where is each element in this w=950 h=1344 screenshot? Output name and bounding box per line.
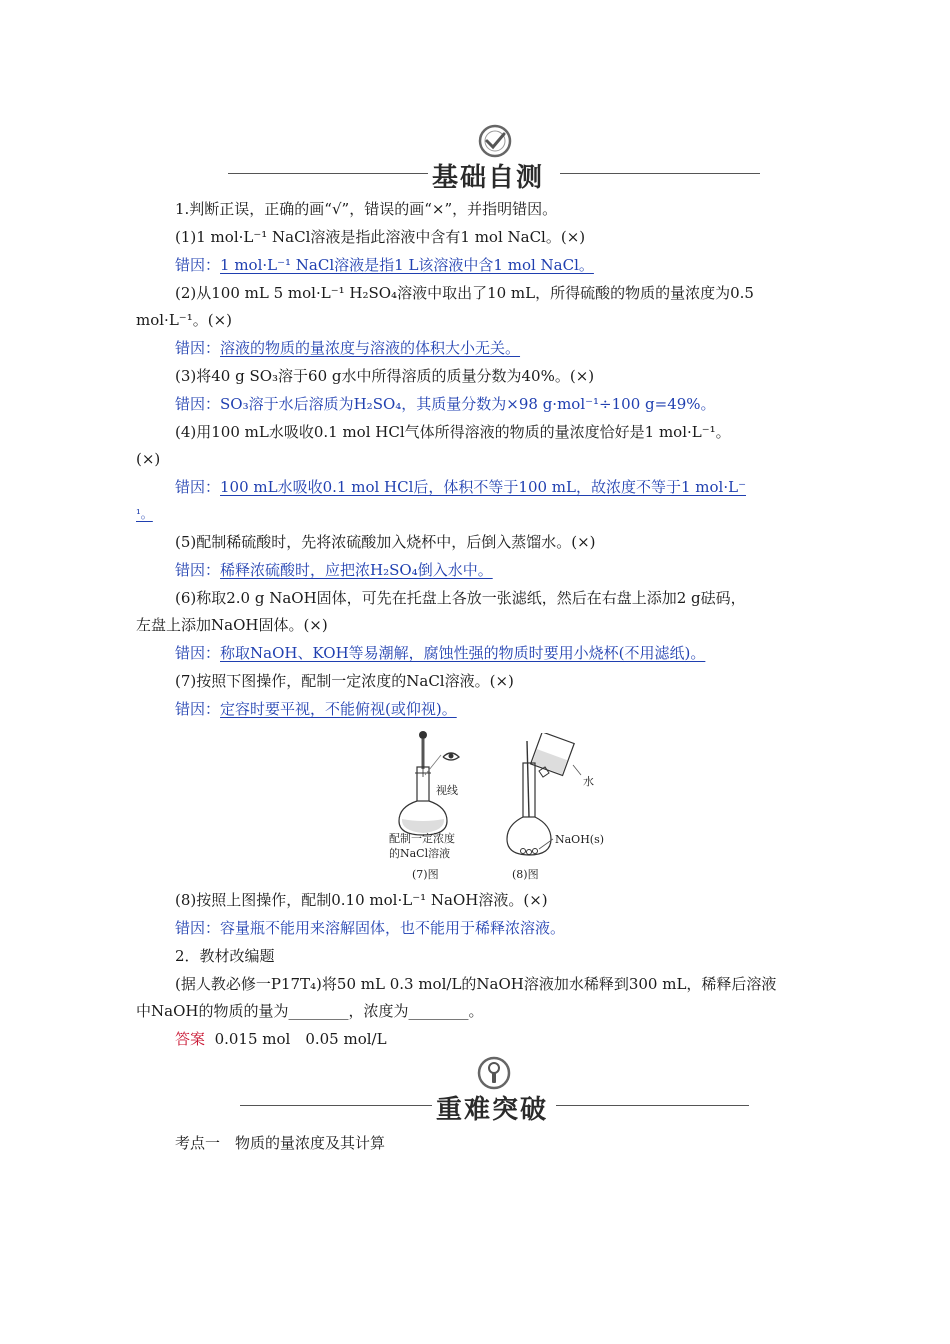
water-label: 水 [583, 775, 594, 788]
q1-reason-5 [175, 560, 493, 580]
topic-heading: 考点一 物质的量浓度及其计算 [175, 1134, 386, 1152]
reason-text: 1 mol·L⁻¹ NaCl溶液是指1 L该溶液中含1 mol NaCl。 [220, 256, 594, 274]
left-caption-2: 的NaCl溶液 [389, 847, 451, 860]
q1-item-7: (7)按照下图操作，配制一定浓度的NaCl溶液。(×) [175, 672, 514, 690]
err-label: 错因： [175, 478, 221, 496]
q1-reason-3 [175, 394, 716, 414]
q1-reason-4a [175, 477, 746, 497]
q1-item-6a: (6)称取2.0 g NaOH固体，可先在托盘上各放一张滤纸，然后在右盘上添加2 g砝码， [175, 589, 746, 607]
right-figure-number: (8)图 [512, 868, 539, 881]
err-label: 错因： [175, 644, 221, 662]
q1-item-4b: (×) [136, 450, 161, 468]
header-rule-left [228, 173, 428, 174]
flask-sight-diagram [395, 727, 475, 837]
q1-item-1: (1)1 mol·L⁻¹ NaCl溶液是指此溶液中含有1 mol NaCl。(×) [175, 228, 586, 246]
q1-reason-2 [175, 338, 520, 358]
left-caption-1: 配制一定浓度 [389, 832, 455, 845]
err-label: 错因： [175, 339, 221, 357]
q2-line-b: 中NaOH的物质的量为________，浓度为________。 [136, 1002, 484, 1020]
reason-text: 容量瓶不能用来溶解固体，也不能用于稀释浓溶液。 [220, 919, 566, 937]
err-label: 错因： [175, 256, 221, 274]
section-title: 重难突破 [436, 1095, 549, 1125]
err-label: 错因： [175, 700, 221, 718]
q2-line-a: (据人教必修一P17T₄)将50 mL 0.3 mol/L的NaOH溶液加水稀释到300 mL，稀释后溶液 [175, 975, 777, 993]
header-rule-right [560, 173, 760, 174]
err-label: 错因： [175, 561, 221, 579]
left-figure-number: (7)图 [412, 868, 439, 881]
q1-item-4a: (4)用100 mL水吸收0.1 mol HCl气体所得溶液的物质的量浓度恰好是1 mol·L⁻¹。 [175, 423, 731, 441]
q1-item-5: (5)配制稀硫酸时，先将浓硫酸加入烧杯中，后倒入蒸馏水。(×) [175, 533, 596, 551]
reason-text: 100 mL水吸收0.1 mol HCl后，体积不等于100 mL，故浓度不等于1 mol·L⁻ [220, 478, 746, 496]
header-rule-right [556, 1105, 749, 1106]
reason-text: SO₃溶于水后溶质为H₂SO₄，其质量分数为×98 g·mol⁻¹÷100 g=49%。 [220, 395, 716, 413]
q2-title: 2．教材改编题 [175, 947, 275, 965]
naoh-label: NaOH(s) [555, 833, 605, 846]
q1-reason-6 [175, 643, 705, 663]
q1-item-6b: 左盘上添加NaOH固体。(×) [136, 616, 328, 634]
answer-value: 0.015 mol 0.05 mol/L [214, 1030, 387, 1048]
header-rule-left [240, 1105, 432, 1106]
reason-text: 称取NaOH、KOH等易潮解，腐蚀性强的物质时要用小烧杯(不用滤纸)。 [220, 644, 706, 662]
q1-item-2b: mol·L⁻¹。(×) [136, 311, 232, 329]
q1-item-3: (3)将40 g SO₃溶于60 g水中所得溶质的质量分数为40%。(×) [175, 367, 595, 385]
reason-text: 稀释浓硫酸时，应把浓H₂SO₄倒入水中。 [220, 561, 493, 579]
q1-intro: 1.判断正误，正确的画“√”，错误的画“×”，并指明错因。 [175, 200, 558, 218]
bulb-icon [476, 1055, 512, 1091]
err-label: 错因： [175, 395, 221, 413]
q1-item-8: (8)按照上图操作，配制0.10 mol·L⁻¹ NaOH溶液。(×) [175, 891, 548, 909]
q1-item-2a: (2)从100 mL 5 mol·L⁻¹ H₂SO₄溶液中取出了10 mL，所得硫酸的物质的量浓度为0.5 [175, 284, 754, 302]
q1-reason-8 [175, 918, 565, 938]
q2-answer [175, 1029, 387, 1049]
q1-reason-1 [175, 255, 594, 275]
section-title: 基础自测 [432, 163, 545, 193]
check-circle-icon [477, 123, 513, 159]
answer-label: 答案 [175, 1030, 206, 1048]
reason-text: 定容时要平视，不能俯视(或仰视)。 [220, 700, 457, 718]
q1-reason-4b: ¹。 [136, 507, 153, 521]
err-label: 错因： [175, 919, 221, 937]
q1-reason-7 [175, 699, 457, 719]
sight-line-label: 视线 [436, 784, 458, 797]
reason-text: 溶液的物质的量浓度与溶液的体积大小无关。 [220, 339, 521, 357]
